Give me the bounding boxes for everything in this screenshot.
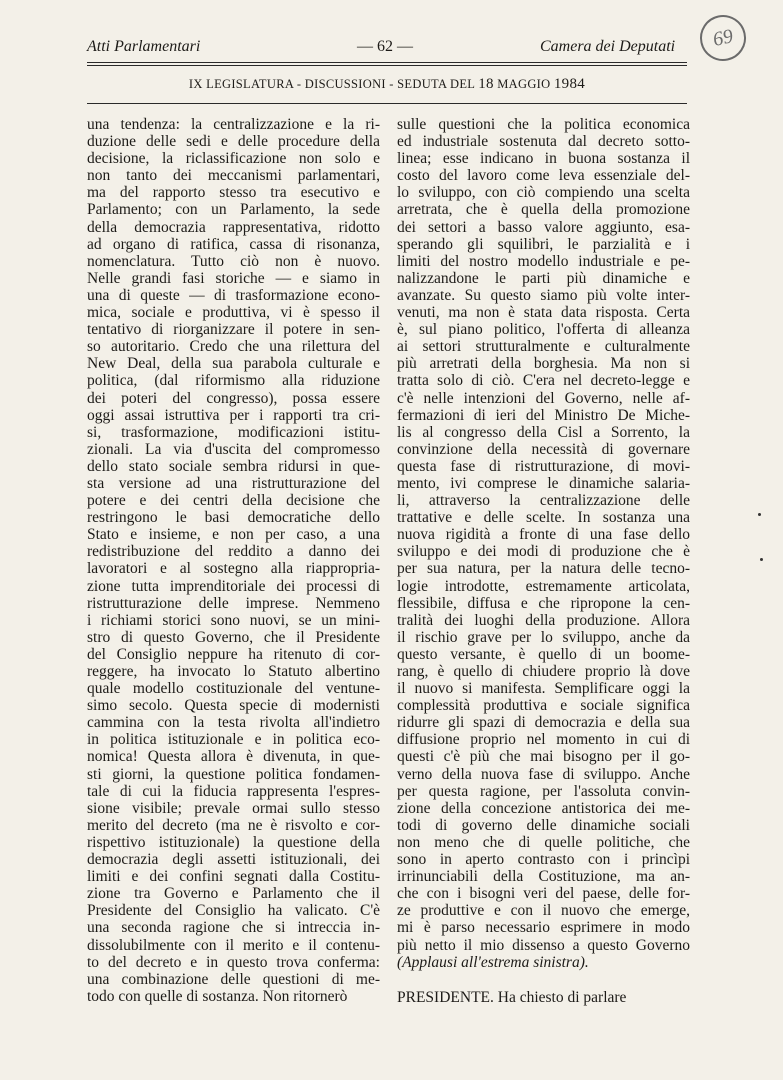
right-column-line: (Applausi all'estrema sinistra). <box>397 953 589 971</box>
left-column-line: duzione delle sedi e delle procedure della <box>87 133 380 151</box>
right-column-line: ze produttive e con il nuovo che emerge, <box>397 902 690 920</box>
right-column-line: trattative e delle scelte. In sostanza una <box>397 509 690 527</box>
left-column-line: una di queste — di trasformazione econo- <box>87 286 380 304</box>
right-column-line: sulle questioni che la politica economica <box>397 116 690 133</box>
left-column-line: mica, sociale e produttiva, vi è spesso il <box>87 304 380 322</box>
session-day: 18 <box>478 76 494 92</box>
header-rule-2 <box>87 65 687 66</box>
right-column-line: diffusione proprio nel momento in cui di <box>397 731 690 749</box>
right-column-line: più netto il mio dissenso a questo Governo <box>397 936 690 954</box>
left-column-line: Parlamento; con un Parlamento, la sede <box>87 201 380 219</box>
right-column-line: ai settori strutturalmente e culturalmente <box>397 338 690 356</box>
right-column-line: linea; esse indicano in buona sostanza il <box>397 150 690 168</box>
left-column-line: quale modello costituzionale del ventune- <box>87 680 380 698</box>
left-column-line: lavoratori e al sostegno alla riappropria- <box>87 560 380 578</box>
left-column-line: democrazia degli assetti istituzionali, dei <box>87 851 380 869</box>
right-column-line: sperando gli squilibri, le parzialità e i <box>397 235 690 253</box>
left-column-line: non tanto dei meccanismi parlamentari, <box>87 167 380 185</box>
right-column-line: sono in aperto contrasto con i princìpi <box>397 851 690 869</box>
left-column-line: nomica! Questa allora è divenuta, in que- <box>87 748 380 766</box>
left-column-line: dissolubilmente con il merito e il contenu- <box>87 936 380 954</box>
left-column-line: so autoritario. Credo che una rilettura del <box>87 338 380 356</box>
left-column-line: della democrazia rappresentativa, ridotto <box>87 218 380 236</box>
right-column-line: sviluppo e dei modi di produzione che è <box>397 543 690 561</box>
right-column-line: per sua natura, per la natura delle tecno- <box>397 560 690 578</box>
right-column-line: irrinunciabili della Costituzione, ma an- <box>397 868 690 886</box>
left-column-line: oggi assai istruttiva per i rapporti tra cri- <box>87 406 380 424</box>
session-rule <box>87 103 687 104</box>
session-year: 1984 <box>553 76 586 92</box>
right-column-line: verno della nuova fase di sviluppo. Anche <box>397 765 690 783</box>
left-column-line: restringono le basi democratiche dello <box>87 509 380 527</box>
right-column-line: todi di governo delle dinamiche sociali <box>397 816 690 834</box>
right-column-line: il rischio grave per lo sviluppo, anche da <box>397 628 690 646</box>
header-right: Camera dei Deputati <box>540 38 676 55</box>
right-column-line: tratta solo di ciò. C'era nel decreto-legge e <box>397 372 690 390</box>
left-column-line: redistribuzione del reddito a danno dei <box>87 543 380 561</box>
session-month: MAGGIO <box>497 77 551 91</box>
right-column-line: convinzione della necessità di governare <box>397 440 690 458</box>
left-column-line: reggere, ha invocato lo Statuto albertino <box>87 663 380 680</box>
right-column-line: questi c'è più che mai bisogno per il go- <box>397 748 690 766</box>
right-column-line: dei settori a basso valore aggiunto, esa- <box>397 218 690 236</box>
right-column-line: ed industriale sostenuta dal decreto sotto- <box>397 133 690 151</box>
right-column-line: nalizzandone le parti più dinamiche e <box>397 269 690 287</box>
left-column-line: cammina con la testa rivolta all'indietro <box>87 714 380 732</box>
right-column-line: mento, ivi comprese le dinamiche salaria- <box>397 474 690 492</box>
page-stamp: 69 <box>696 11 751 66</box>
right-column-line: zione della concezione antistorica dei me- <box>397 799 690 817</box>
left-column-line: Stato e insieme, e non per caso, a una <box>87 526 380 544</box>
right-column-line: che con i bisogni veri del paese, delle for- <box>397 885 690 903</box>
right-column-line: rang, è quello di chiudere proprio là dove <box>397 663 690 680</box>
right-column-line: per questa ragione, per l'assoluta convin- <box>397 782 690 800</box>
right-column-line: flessibile, diffusa e che ripropone la cen- <box>397 594 690 612</box>
right-column-line: il nuovo si manifesta. Semplificare oggi la <box>397 680 690 698</box>
scan-speck <box>760 558 763 561</box>
right-column-line: logie introdotte, estremamente articolata, <box>397 577 690 595</box>
right-column-line: lis al congresso della Cisl a Sorrento, la <box>397 423 690 441</box>
session-prefix: IX LEGISLATURA - DISCUSSIONI - SEDUTA DEL <box>188 77 475 91</box>
left-column-line: zionali. La via d'uscita del compromesso <box>87 440 380 458</box>
left-column-line: ad organo di ratifica, cassa di risonanza, <box>87 235 380 253</box>
left-column-line: to del decreto e in questo trova conferma: <box>87 953 380 971</box>
left-column-line: limiti e dei confini segnati dalla Costitu- <box>87 868 380 886</box>
left-column-line: merito del decreto (ma ne è risvolto e cor- <box>87 816 380 834</box>
left-column-line: simo secolo. Questa specie di modernisti <box>87 697 380 715</box>
right-column-line: nuova rigidità a fronte di una fase dello <box>397 526 690 544</box>
left-column-line: zione tutta imprenditoriale dei processi di <box>87 577 380 595</box>
right-column-line: complessità produttiva e sociale significa <box>397 697 690 715</box>
left-column-line: potere e dei centri della decisione che <box>87 492 380 510</box>
right-column-line: li, attraverso la centralizzazione delle <box>397 492 690 510</box>
left-column-line: dello stato sociale sembra ridursi in que- <box>87 457 380 475</box>
left-column-line: Nelle grandi fasi storiche — e siamo in <box>87 269 380 287</box>
left-column-line: ristrutturazione delle imprese. Nemmeno <box>87 594 380 612</box>
left-column-line: rispettivo istituzionale) la questione della <box>87 833 380 851</box>
left-column-line: New Deal, della sua parabola culturale e <box>87 355 380 373</box>
right-column <box>397 116 690 1006</box>
right-column-line: è, sul piano politico, l'offerta di alleanza <box>397 321 690 339</box>
right-column-line: ridurre gli spazi di democrazia e della sua <box>397 714 690 732</box>
left-column-line: tentativo di riorganizzare il potere in sen- <box>87 321 380 339</box>
right-column-line: arretrata, che è quella della promozione <box>397 201 690 219</box>
left-column-line: del Consiglio neppure ha ritenuto di cor- <box>87 645 380 663</box>
left-column-line: si, trasformazione, modificazioni istitu- <box>87 423 380 441</box>
left-column-line: zione tra Governo e Parlamento che il <box>87 885 380 903</box>
left-column-line: in politica istituzionale e in politica eco- <box>87 731 380 749</box>
right-column-line: più arretrati della borghesia. Ma non si <box>397 355 690 373</box>
left-column-line: decisione, la riclassificazione non solo e <box>87 150 380 168</box>
left-column-line: nomenclatura. Tutto ciò non è nuovo. <box>87 252 380 270</box>
left-column-line: una tendenza: la centralizzazione e la ri- <box>87 116 380 133</box>
left-column-line: stro di questo Governo, che il Presidente <box>87 628 380 646</box>
right-column-line: questa fase di ristrutturazione, di movi- <box>397 457 690 475</box>
left-column-line: sti giorni, la questione politica fondamen- <box>87 765 380 783</box>
page-number: — 62 — <box>357 38 413 55</box>
right-column-line: mi è parso necessario esprimere in modo <box>397 919 690 937</box>
left-column-line: Presidente del Consiglio ha valicato. C'è <box>87 902 380 920</box>
left-column-line: i richiami storici sono nuovi, se un mini- <box>87 611 380 629</box>
left-column-line: todo con quelle di sostanza. Non ritornerò <box>87 987 348 1005</box>
right-column-line: avanzate. Su questo siamo più volte inter- <box>397 286 690 304</box>
right-column-line: PRESIDENTE. Ha chiesto di parlare <box>397 988 627 1006</box>
right-column-line: non meno che di quelle politiche, che <box>397 833 690 851</box>
scan-speck <box>758 513 761 516</box>
left-column-line: dei poteri del congresso), possa essere <box>87 389 380 407</box>
right-column-line: fermazioni di ieri del Ministro De Miche- <box>397 406 690 424</box>
right-column-line: lo sviluppo, con ciò compiendo una scelta <box>397 184 690 202</box>
left-column-line: sta versione ad una ristrutturazione del <box>87 474 380 492</box>
right-column-line: c'è nelle intenzioni del Governo, nelle af- <box>397 389 690 407</box>
left-column-line: ma del rapporto stesso tra esecutivo e <box>87 184 380 202</box>
header-left: Atti Parlamentari <box>87 38 201 55</box>
left-column-line: sione visibile; prevale ormai sullo stesso <box>87 799 380 817</box>
left-column-line: politica, (dal riformismo alla riduzione <box>87 372 380 390</box>
left-column-line: tale di cui la fiducia rappresenta l'espres- <box>87 782 380 800</box>
right-column-line: venuti, ma non è stata data risposta. Certa <box>397 304 690 322</box>
right-column-line: limiti del nostro modello industriale e pe- <box>397 252 690 270</box>
left-column <box>87 116 380 1005</box>
right-column-line: tralità dei luoghi della produzione. Allora <box>397 611 690 629</box>
session-line <box>87 76 687 93</box>
left-column-line: una combinazione delle questioni di me- <box>87 970 380 988</box>
right-column-line: questo versante, è quello di un boome- <box>397 645 690 663</box>
right-column-line: costo del lavoro come leva essenziale del- <box>397 167 690 185</box>
left-column-line: una seconda ragione che si intreccia in- <box>87 919 380 937</box>
header-rule <box>87 62 687 63</box>
